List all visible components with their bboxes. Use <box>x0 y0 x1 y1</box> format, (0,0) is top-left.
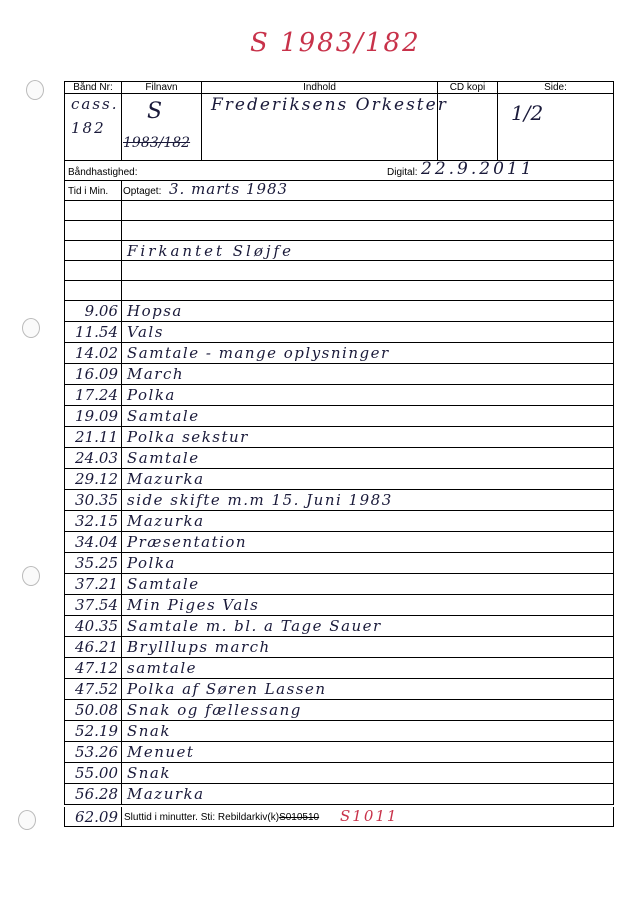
entry-title: Mazurka <box>127 470 205 488</box>
digital-label: Digital: <box>387 167 418 178</box>
speed-row <box>64 161 614 181</box>
entry-time: 56.28 <box>75 785 118 803</box>
entry-title: samtale <box>127 659 198 677</box>
table-row <box>64 322 614 343</box>
entry-time: 21.11 <box>75 428 118 446</box>
optaget-value: 3. marts 1983 <box>169 180 289 198</box>
table-row <box>64 721 614 742</box>
punch-hole-top <box>26 80 44 100</box>
entry-title: side skifte m.m 15. Juni 1983 <box>127 491 393 509</box>
table-row <box>64 406 614 427</box>
entry-title: Snak og fællessang <box>127 701 302 719</box>
table-row <box>64 553 614 574</box>
entry-time: 37.54 <box>75 596 118 614</box>
entry-time: 16.09 <box>75 365 118 383</box>
col-baand-nr: Bånd Nr: <box>73 82 113 93</box>
table-row <box>64 511 614 532</box>
entry-time: 19.09 <box>75 407 118 425</box>
entry-time: 47.52 <box>75 680 118 698</box>
table-row <box>64 490 614 511</box>
entry-title: Polka af Søren Lassen <box>127 680 327 698</box>
table-row <box>64 469 614 490</box>
table-row <box>64 574 614 595</box>
entry-title: Samtale - mange oplysninger <box>127 344 390 362</box>
table-row <box>64 385 614 406</box>
punch-hole-lower <box>22 566 40 586</box>
col-indhold: Indhold <box>201 82 437 94</box>
table-row <box>64 427 614 448</box>
entry-title: Samtale m. bl. a Tage Sauer <box>127 617 382 635</box>
entry-time: 52.19 <box>75 722 118 740</box>
table-row <box>64 448 614 469</box>
filnavn-struck: 1983/182 <box>123 135 191 151</box>
punch-hole-middle <box>22 318 40 338</box>
table-row <box>64 364 614 385</box>
entry-time: 17.24 <box>75 386 118 404</box>
tid-label: Tid i Min. <box>68 186 109 197</box>
table-row <box>64 595 614 616</box>
table-row <box>64 679 614 700</box>
empty-row <box>64 201 614 221</box>
footer-time: 62.09 <box>75 808 118 826</box>
entry-title: Vals <box>127 323 164 341</box>
entry-time: 40.35 <box>75 617 118 635</box>
entry-title: Samtale <box>127 407 200 425</box>
digital-date: 22.9.2011 <box>421 159 535 179</box>
entry-title: Polka <box>127 386 176 404</box>
side-value: 1/2 <box>511 101 544 125</box>
table-row <box>64 658 614 679</box>
baandhastighed-label: Båndhastighed: <box>68 167 138 178</box>
indhold-value: Frederiksens Orkester <box>211 95 448 115</box>
entry-title: Snak <box>127 722 171 740</box>
entry-title: Snak <box>127 764 171 782</box>
empty-row <box>64 221 614 241</box>
entry-time: 47.12 <box>75 659 118 677</box>
entry-time: 14.02 <box>75 344 118 362</box>
filnavn-value: S <box>147 99 163 124</box>
entry-time: 34.04 <box>75 533 118 551</box>
baand-nr-value: cass. <box>71 95 119 113</box>
col-filnavn: Filnavn <box>121 82 201 94</box>
entry-title: Menuet <box>127 743 195 761</box>
record-box <box>64 93 614 161</box>
entry-title: Hopsa <box>127 302 183 320</box>
col-side: Side: <box>497 82 613 94</box>
entry-title: Polka <box>127 554 176 572</box>
table-row <box>64 784 614 805</box>
entry-time: 32.15 <box>75 512 118 530</box>
entry-title: Mazurka <box>127 512 205 530</box>
entry-title: March <box>127 365 185 383</box>
footer-struck-code: S010510 <box>279 812 320 823</box>
table-row <box>64 343 614 364</box>
col-cd-kopi: CD kopi <box>437 82 497 94</box>
baand-nr-value-2: 182 <box>71 119 106 137</box>
empty-row <box>64 281 614 301</box>
entry-time: 30.35 <box>75 491 118 509</box>
entry-title: Præsentation <box>127 533 248 551</box>
entry-time: 9.06 <box>84 302 118 320</box>
table-row <box>64 700 614 721</box>
entry-title: Samtale <box>127 575 200 593</box>
entry-time: 35.25 <box>75 554 118 572</box>
empty-row <box>64 261 614 281</box>
punch-hole-bottom <box>18 810 36 830</box>
entry-time: 37.21 <box>75 575 118 593</box>
footer-new-code: S1011 <box>340 807 399 825</box>
footer-label: Sluttid i minutter. Sti: Rebildarkiv(k) <box>124 812 280 823</box>
optaget-row <box>64 181 614 201</box>
optaget-label: Optaget: <box>123 186 162 197</box>
entry-time: 53.26 <box>75 743 118 761</box>
entry-title: Samtale <box>127 449 200 467</box>
section-row <box>64 241 614 261</box>
table-row <box>64 301 614 322</box>
entry-time: 50.08 <box>75 701 118 719</box>
header-note: S 1983/182 <box>250 28 421 58</box>
table-row <box>64 763 614 784</box>
table-row <box>64 532 614 553</box>
entry-time: 29.12 <box>75 470 118 488</box>
table-row <box>64 616 614 637</box>
entry-time: 11.54 <box>75 323 118 341</box>
entry-title: Brylllups march <box>127 638 271 656</box>
entry-title: Polka sekstur <box>127 428 249 446</box>
entry-time: 46.21 <box>75 638 118 656</box>
footer-row <box>64 807 614 827</box>
entry-time: 55.00 <box>75 764 118 782</box>
entry-title: Min Piges Vals <box>127 596 260 614</box>
section-title: Firkantet Sløjfe <box>127 242 294 260</box>
table-row <box>64 637 614 658</box>
table-row <box>64 742 614 763</box>
entry-time: 24.03 <box>75 449 118 467</box>
entry-title: Mazurka <box>127 785 205 803</box>
